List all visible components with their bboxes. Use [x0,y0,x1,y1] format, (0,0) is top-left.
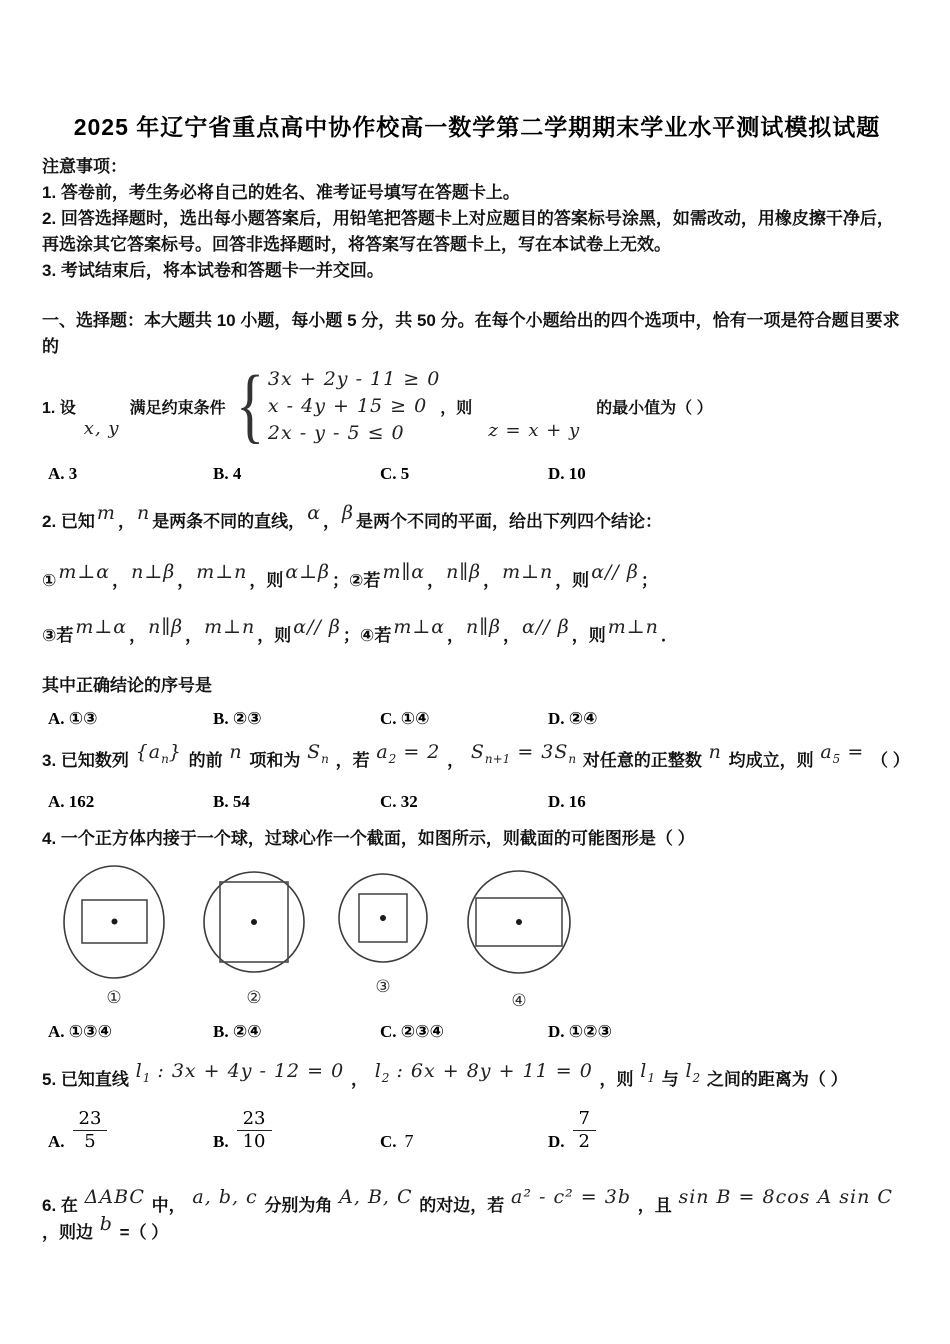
math-run: m⊥n [204,616,256,638]
constraint-2: x - 4y + 15 ≥ 0 [267,394,428,417]
math-run: $S_n$ [307,741,329,766]
system-brace: { [235,359,264,452]
text-run: ， [503,626,521,645]
math-run: β [342,502,355,524]
text-run: ， [177,571,195,590]
text-run: ③若 [42,626,74,645]
text-run: ；④若 [342,626,392,645]
option-b: B. ②④ [213,1022,262,1041]
text-run: 的前 [188,751,223,770]
math-run: α// β [293,616,341,638]
text-run: ， [350,1070,368,1089]
text-run: 2. 已知 [42,512,95,531]
text-run: ① [42,571,57,590]
question-2-statements-1-2 [42,561,912,594]
fraction: $\frac{23}{5}$ [73,1109,108,1152]
math-run: m⊥n [607,616,659,638]
constraint-3: 2x - y - 5 ≤ 0 [267,421,405,444]
text-run: ， [185,626,203,645]
cross-section-figure [58,858,678,1010]
section-1-heading: 一、选择题：本大题共 10 小题，每小题 5 分，共 50 分。在每个小题给出的四个选项中，恰有一项是符合题目要求的 [42,311,900,356]
text-run: ， [323,512,341,531]
option-label: D. [548,1132,565,1151]
text-run: ， [117,512,135,531]
text-run: 项和为 [249,751,301,770]
option-b [213,1109,380,1152]
option-c: C. ①④ [380,709,430,728]
math-run: α [307,502,322,524]
question-1-mid-text: 满足约束条件 [129,399,226,417]
notice-item-1: 1. 答卷前，考生务必将自己的姓名、准考证号填写在答题卡上。 [42,183,520,202]
math-run: n∥β [446,561,482,583]
text-run: ，若 [335,751,370,770]
option-d [548,1109,912,1152]
text-run: 的对边，若 [419,1196,505,1215]
text-run: ，则 [555,571,590,590]
option-d: D. 10 [548,464,586,483]
math-run: $l_1$ [640,1060,655,1085]
option-a: A. ①③ [48,709,98,728]
math-run: n⊥β [131,561,176,583]
question-4-options [48,1022,912,1042]
math-run: m⊥α [58,561,111,583]
text-run: ， [483,571,501,590]
math-run: n [229,741,243,763]
text-run: ， [112,571,130,590]
text-run: 之间的距离为（ ） [706,1070,848,1089]
notice-item-3: 3. 考试结束后，将本试卷和答题卡一并交回。 [42,261,384,280]
text-run: 对任意的正整数 [582,751,702,770]
math-run: m⊥α [393,616,446,638]
text-run: （ ） [871,751,910,770]
math-run: a, b, c [192,1186,258,1208]
math-run: α// β [591,561,639,583]
text-run: 6. 在 [42,1196,78,1215]
question-2-options [48,709,912,729]
math-run: A, B, C [339,1186,413,1208]
question-1-then: ，则 [440,399,473,417]
text-run: ， [427,571,445,590]
option-b: B. 54 [213,792,250,811]
notice-item-2-line-1: 2. 回答选择题时，选出每小题答案后，用铅笔把答题卡上对应题目的答案标号涂黑，如需改动，用橡皮擦干净后， [42,209,894,228]
math-run: n∥β [466,616,502,638]
center-dot-1 [112,919,118,925]
text-run: ，则边 [42,1223,93,1242]
figure-4 [468,871,570,973]
figure-label-3: ③ [375,977,391,996]
center-dot-2 [251,919,257,925]
option-d: D. ②④ [548,709,598,728]
option-label: A. [48,1132,65,1151]
math-run: m⊥n [502,561,554,583]
text-run: ； [640,571,658,590]
math-run: $l_2$ [685,1060,701,1085]
text-run: ，则 [571,626,606,645]
math-run: $S_{n+1} = 3S_n$ [470,741,577,766]
option-b: B. 4 [213,464,242,483]
figure-label-4: ④ [511,991,527,1010]
option-a: A. ①③④ [48,1022,112,1041]
text-run: 5. 已知直线 [42,1070,129,1089]
question-1-options [48,464,912,484]
text-run: 分别为角 [264,1196,333,1215]
text-run: 是两条不同的直线， [152,512,306,531]
option-a [48,1109,213,1152]
text-run: ，则 [599,1070,634,1089]
figure-label-2: ② [246,988,262,1007]
text-run: ，则 [249,571,284,590]
text-run: 3. 已知数列 [42,751,129,770]
question-4-text: 4. 一个正方体内接于一个球，过球心作一个截面，如图所示，则截面的可能图形是（ ） [42,829,695,848]
option-value: 7 [404,1131,414,1151]
math-run: $a_2 = 2$ [376,741,441,766]
text-run: 中， [151,1196,186,1215]
math-run: α⊥β [285,561,331,583]
text-run: ，且 [637,1196,672,1215]
text-run: ． [660,626,678,645]
text-run: ， [129,626,147,645]
text-run: 与 [661,1070,679,1089]
math-run: a² - c² = 3b [511,1186,631,1208]
option-c: C. ②③④ [380,1022,444,1041]
option-a: A. 162 [48,792,95,811]
text-run: ， [447,751,465,770]
math-run: $\{a_n\}$ [135,741,182,766]
math-run: n [708,741,722,763]
text-run: ；②若 [332,571,381,590]
option-c: C. 32 [380,792,418,811]
text-run: 均成立，则 [728,751,814,770]
question-1-variables: x, y [83,417,120,439]
option-c: C. 5 [380,464,410,483]
question-2-intro [42,502,912,535]
question-1-objective: z = x + y [488,419,581,441]
page-title: 2025 年辽宁省重点高中协作校高一数学第二学期期末学业水平测试模拟试题 [73,114,881,140]
math-run: ΔABC [84,1186,145,1208]
math-run: m [96,502,116,524]
question-5 [42,1060,912,1093]
question-3-options [48,792,912,812]
math-run: α// β [522,616,570,638]
math-run: n [136,502,151,524]
question-1 [42,359,912,452]
figure-1 [64,866,164,978]
question-3 [42,741,912,774]
text-run: 是两个不同的平面，给出下列四个结论： [356,512,663,531]
option-c [380,1109,548,1152]
constraint-system [268,366,440,447]
question-1-lead: 1. 设 [42,399,76,417]
math-run: $l_2$ : 6x + 8y + 11 = 0 [374,1060,593,1085]
question-2-statements-3-4 [42,616,912,649]
option-label: B. [213,1132,229,1151]
text-run: ，则 [257,626,292,645]
notice-heading: 注意事项： [42,157,127,176]
math-run: $l_1$ : 3x + 4y - 12 = 0 [135,1060,345,1085]
math-run: $a_5$ = [820,741,865,766]
question-1-tail: 的最小值为（ ） [596,399,713,417]
figure-label-1: ① [106,988,122,1007]
option-d: D. 16 [548,792,586,811]
constraint-1: 3x + 2y - 11 ≥ 0 [267,367,441,390]
math-run: m∥α [382,561,426,583]
math-run: m⊥α [75,616,128,638]
center-dot-3 [380,915,386,921]
question-6 [42,1186,912,1246]
question-2-prompt: 其中正确结论的序号是 [42,676,212,695]
math-run: m⊥n [196,561,248,583]
question-5-options [48,1109,912,1152]
fraction: $\frac{7}{2}$ [573,1109,596,1152]
center-dot-4 [516,919,522,925]
fraction: $\frac{23}{10}$ [237,1109,272,1152]
figure-2 [204,872,304,972]
figure-3 [339,874,427,962]
text-run: ， [447,626,465,645]
math-run: n∥β [148,616,184,638]
text-run: =（ ） [119,1223,169,1242]
math-run: b [99,1213,113,1235]
option-d: D. ①②③ [548,1022,612,1041]
math-run: sin B = 8cos A sin C [678,1186,893,1208]
option-b: B. ②③ [213,709,262,728]
option-a: A. 3 [48,464,78,483]
option-label: C. [380,1132,397,1151]
notice-item-2-line-2: 再选涂其它答案标号。回答非选择题时，将答案写在答题卡上，写在本试卷上无效。 [42,235,671,254]
